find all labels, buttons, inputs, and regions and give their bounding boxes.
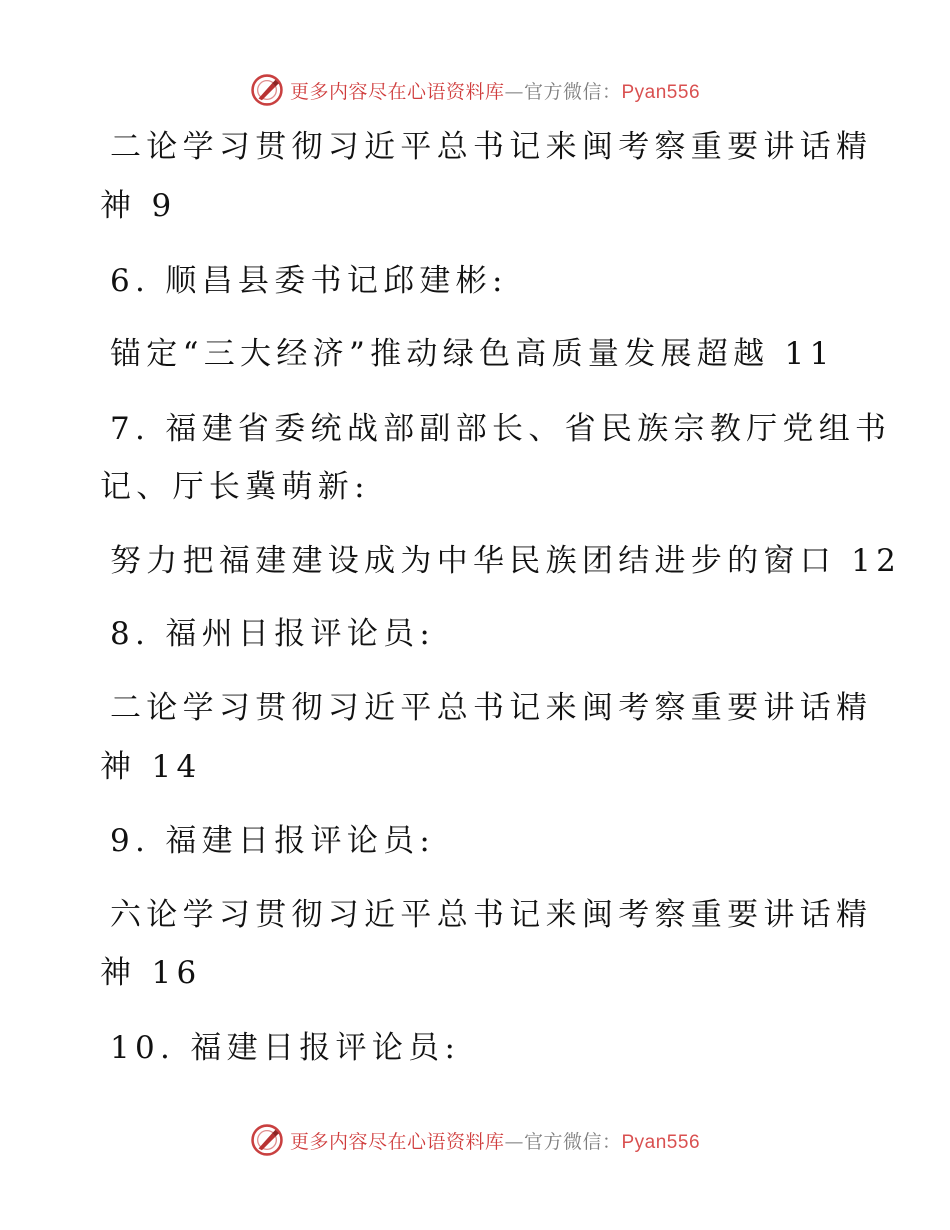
- watermark-text: 更多内容尽在心语资料库—官方微信：Pyan556: [289, 80, 701, 103]
- toc-line: 10. 福建日报评论员:: [110, 1030, 461, 1066]
- toc-line: 二论学习贯彻习近平总书记来闽考察重要讲话精: [110, 129, 873, 165]
- toc-line: 8. 福州日报评论员:: [110, 616, 436, 652]
- header-watermark: [0, 70, 950, 110]
- toc-line: 神 14: [100, 749, 202, 785]
- watermark-text: 更多内容尽在心语资料库—官方微信：Pyan556: [289, 1130, 701, 1153]
- toc-line: 神 16: [100, 955, 202, 991]
- footer-watermark: [0, 1120, 950, 1160]
- pen-logo-icon: [250, 73, 284, 107]
- toc-line: 六论学习贯彻习近平总书记来闽考察重要讲话精: [110, 897, 873, 933]
- pen-logo-icon: [250, 1123, 284, 1157]
- toc-line: 7. 福建省委统战部副部长、省民族宗教厅党组书: [110, 411, 892, 447]
- toc-line: 锚定“三大经济”推动绿色高质量发展超越 11: [110, 336, 835, 372]
- toc-line: 9. 福建日报评论员:: [110, 823, 436, 859]
- toc-line: 神 9: [100, 188, 177, 224]
- toc-line: 6. 顺昌县委书记邱建彬:: [110, 263, 508, 299]
- toc-line: 二论学习贯彻习近平总书记来闽考察重要讲话精: [110, 690, 873, 726]
- toc-line: 努力把福建建设成为中华民族团结进步的窗口 12: [110, 543, 902, 579]
- toc-line: 记、厅长冀萌新:: [100, 469, 370, 505]
